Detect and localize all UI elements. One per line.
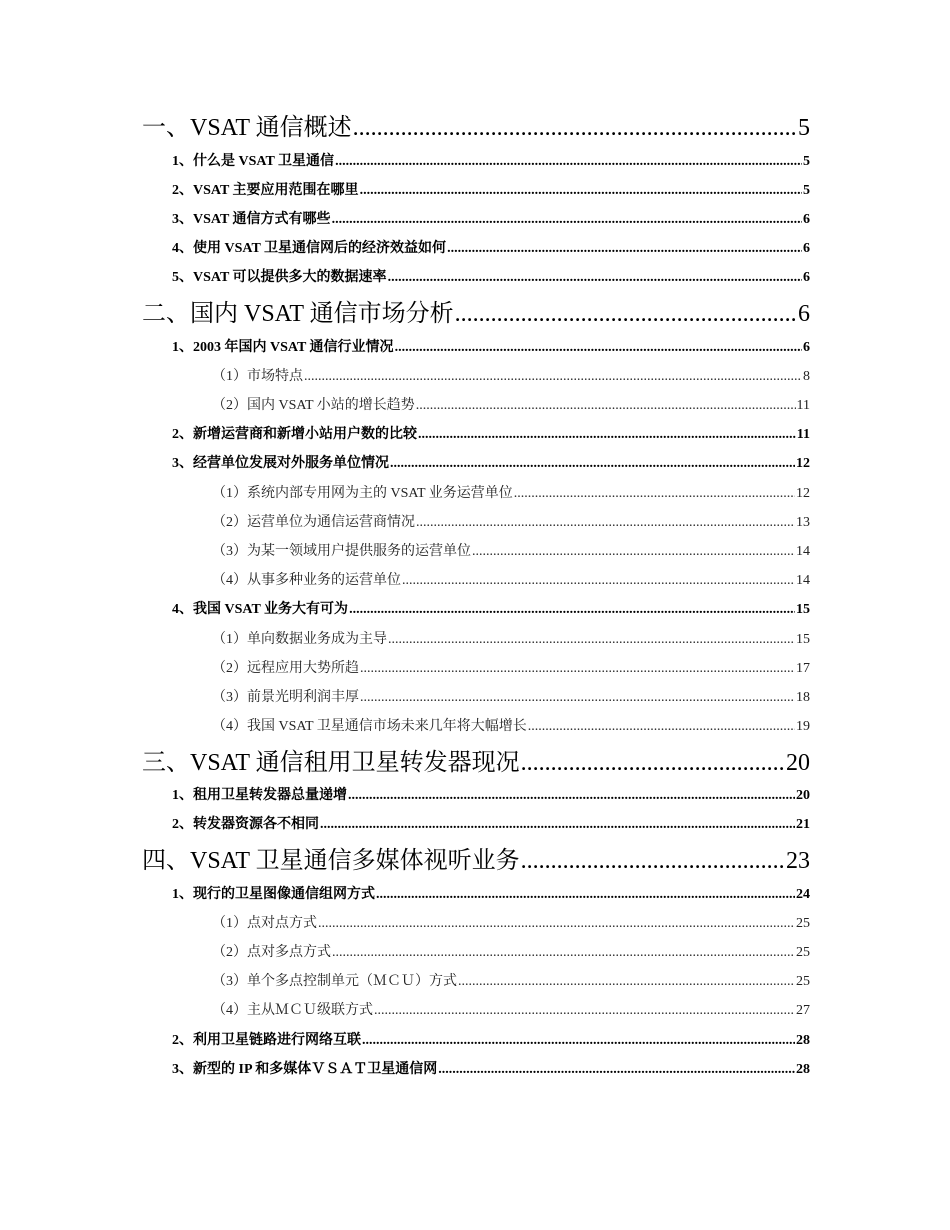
- dot-leader: [521, 846, 785, 876]
- toc-entry-page: 21: [796, 817, 810, 832]
- toc-entry-section[interactable]: [172, 425, 810, 445]
- dot-leader: [332, 210, 802, 230]
- toc-entry-title: （2）点对多点方式: [212, 945, 331, 960]
- toc-entry-subsection[interactable]: [212, 630, 810, 650]
- toc-entry-page: 25: [796, 916, 810, 931]
- toc-entry-page: 15: [796, 602, 810, 617]
- toc-entry-page: 5: [803, 154, 810, 169]
- toc-entry-page: 6: [803, 212, 810, 227]
- dot-leader: [318, 914, 795, 934]
- toc-entry-title: （4）从事多种业务的运营单位: [212, 573, 401, 588]
- dot-leader: [390, 454, 795, 474]
- toc-entry-page: 27: [796, 1003, 810, 1018]
- dot-leader: [528, 717, 795, 737]
- toc-entry-page: 23: [786, 848, 810, 874]
- toc-entry-title: 三、VSAT 通信租用卫星转发器现况: [142, 750, 520, 776]
- toc-entry-title: （2）运营单位为通信运营商情况: [212, 515, 415, 530]
- toc-entry-title: 2、VSAT 主要应用范围在哪里: [172, 183, 359, 198]
- toc-entry-title: （2）远程应用大势所趋: [212, 661, 359, 676]
- dot-leader: [304, 367, 802, 387]
- dot-leader: [521, 748, 785, 778]
- toc-entry-page: 24: [796, 887, 810, 902]
- toc-entry-title: 2、新增运营商和新增小站用户数的比较: [172, 427, 417, 442]
- toc-entry-title: 4、我国 VSAT 业务大有可为: [172, 602, 349, 617]
- toc-entry-page: 12: [796, 486, 810, 501]
- dot-leader: [349, 600, 795, 620]
- toc-entry-section[interactable]: [172, 338, 810, 358]
- toc-entry-page: 14: [796, 544, 810, 559]
- toc-entry-page: 14: [796, 573, 810, 588]
- dot-leader: [455, 299, 797, 329]
- toc-entry-title: 一、VSAT 通信概述: [142, 115, 352, 141]
- toc-entry-title: 2、利用卫星链路进行网络互联: [172, 1033, 361, 1048]
- toc-entry-chapter[interactable]: [142, 846, 810, 876]
- toc-entry-subsection[interactable]: [212, 914, 810, 934]
- toc-entry-title: （1）单向数据业务成为主导: [212, 632, 387, 647]
- toc-entry-title: 4、使用 VSAT 卫星通信网后的经济效益如何: [172, 241, 447, 256]
- toc-entry-subsection[interactable]: [212, 367, 810, 387]
- toc-entry-chapter[interactable]: [142, 748, 810, 778]
- toc-entry-page: 6: [803, 241, 810, 256]
- dot-leader: [332, 943, 795, 963]
- toc-entry-title: （4）主从ＭＣＵ级联方式: [212, 1003, 373, 1018]
- dot-leader: [335, 152, 802, 172]
- toc-entry-title: 二、国内 VSAT 通信市场分析: [142, 301, 454, 327]
- toc-entry-section[interactable]: [172, 239, 810, 259]
- toc-entry-title: 2、转发器资源各不相同: [172, 817, 319, 832]
- toc-entry-page: 25: [796, 945, 810, 960]
- toc-entry-subsection[interactable]: [212, 571, 810, 591]
- dot-leader: [416, 396, 796, 416]
- dot-leader: [360, 181, 802, 201]
- dot-leader: [458, 972, 795, 992]
- toc-entry-section[interactable]: [172, 268, 810, 288]
- toc-entry-section[interactable]: [172, 1060, 810, 1080]
- dot-leader: [348, 786, 795, 806]
- toc-entry-title: （3）单个多点控制单元（ＭＣＵ）方式: [212, 974, 457, 989]
- toc-entry-title: （3）为某一领域用户提供服务的运营单位: [212, 544, 471, 559]
- dot-leader: [362, 1031, 795, 1051]
- toc-entry-chapter[interactable]: [142, 113, 810, 143]
- toc-entry-section[interactable]: [172, 786, 810, 806]
- toc-entry-section[interactable]: [172, 815, 810, 835]
- toc-entry-page: 20: [786, 750, 810, 776]
- toc-entry-title: 1、什么是 VSAT 卫星通信: [172, 154, 335, 169]
- toc-entry-section[interactable]: [172, 885, 810, 905]
- dot-leader: [472, 542, 795, 562]
- toc-entry-section[interactable]: [172, 181, 810, 201]
- toc-entry-chapter[interactable]: [142, 299, 810, 329]
- toc-entry-subsection[interactable]: [212, 484, 810, 504]
- toc-entry-section[interactable]: [172, 454, 810, 474]
- dot-leader: [353, 113, 797, 143]
- dot-leader: [438, 1060, 795, 1080]
- toc-entry-section[interactable]: [172, 152, 810, 172]
- toc-entry-subsection[interactable]: [212, 972, 810, 992]
- dot-leader: [402, 571, 795, 591]
- dot-leader: [360, 688, 795, 708]
- dot-leader: [320, 815, 795, 835]
- toc-entry-title: 3、VSAT 通信方式有哪些: [172, 212, 331, 227]
- toc-entry-page: 5: [798, 115, 810, 141]
- dot-leader: [514, 484, 795, 504]
- dot-leader: [388, 630, 795, 650]
- toc-entry-subsection[interactable]: [212, 1001, 810, 1021]
- toc-entry-subsection[interactable]: [212, 688, 810, 708]
- toc-entry-title: （1）点对点方式: [212, 916, 317, 931]
- dot-leader: [360, 659, 795, 679]
- toc-entry-page: 25: [796, 974, 810, 989]
- toc-entry-title: 1、租用卫星转发器总量递增: [172, 788, 347, 803]
- toc-entry-section[interactable]: [172, 210, 810, 230]
- toc-entry-section[interactable]: [172, 600, 810, 620]
- toc-entry-title: 1、现行的卫星图像通信组网方式: [172, 887, 375, 902]
- toc-entry-subsection[interactable]: [212, 659, 810, 679]
- dot-leader: [374, 1001, 795, 1021]
- toc-entry-section[interactable]: [172, 1031, 810, 1051]
- toc-entry-page: 11: [796, 398, 810, 413]
- dot-leader: [418, 425, 796, 445]
- toc-entry-subsection[interactable]: [212, 542, 810, 562]
- toc-entry-title: （4）我国 VSAT 卫星通信市场未来几年将大幅增长: [212, 719, 527, 734]
- toc-entry-page: 6: [798, 301, 810, 327]
- toc-entry-page: 17: [796, 661, 810, 676]
- toc-entry-title: 5、VSAT 可以提供多大的数据速率: [172, 270, 387, 285]
- toc-entry-page: 6: [803, 270, 810, 285]
- toc-entry-title: 1、2003 年国内 VSAT 通信行业情况: [172, 340, 394, 355]
- toc-entry-title: （1）市场特点: [212, 369, 303, 384]
- toc-entry-page: 6: [803, 340, 810, 355]
- toc-entry-page: 12: [796, 456, 810, 471]
- toc-entry-page: 8: [803, 369, 810, 384]
- toc-entry-page: 11: [796, 427, 810, 442]
- dot-leader: [395, 338, 802, 358]
- toc-entry-subsection[interactable]: [212, 943, 810, 963]
- toc-entry-page: 20: [796, 788, 810, 803]
- toc-entry-page: 18: [796, 690, 810, 705]
- toc-entry-page: 15: [796, 632, 810, 647]
- toc-entry-title: 四、VSAT 卫星通信多媒体视听业务: [142, 848, 520, 874]
- toc-entry-page: 13: [796, 515, 810, 530]
- toc-entry-title: 3、经营单位发展对外服务单位情况: [172, 456, 389, 471]
- dot-leader: [447, 239, 802, 259]
- dot-leader: [416, 513, 795, 533]
- toc-entry-page: 5: [803, 183, 810, 198]
- toc-entry-page: 28: [796, 1062, 810, 1077]
- toc-entry-title: （2）国内 VSAT 小站的增长趋势: [212, 398, 415, 413]
- toc-entry-title: （1）系统内部专用网为主的 VSAT 业务运营单位: [212, 486, 513, 501]
- toc-entry-title: 3、新型的 IP 和多媒体ＶＳＡＴ卫星通信网: [172, 1062, 438, 1077]
- toc-entry-title: （3）前景光明利润丰厚: [212, 690, 359, 705]
- dot-leader: [388, 268, 802, 288]
- toc-entry-page: 28: [796, 1033, 810, 1048]
- toc-entry-page: 19: [796, 719, 810, 734]
- toc-entry-subsection[interactable]: [212, 513, 810, 533]
- dot-leader: [376, 885, 795, 905]
- toc-entry-subsection[interactable]: [212, 396, 810, 416]
- toc-entry-subsection[interactable]: [212, 717, 810, 737]
